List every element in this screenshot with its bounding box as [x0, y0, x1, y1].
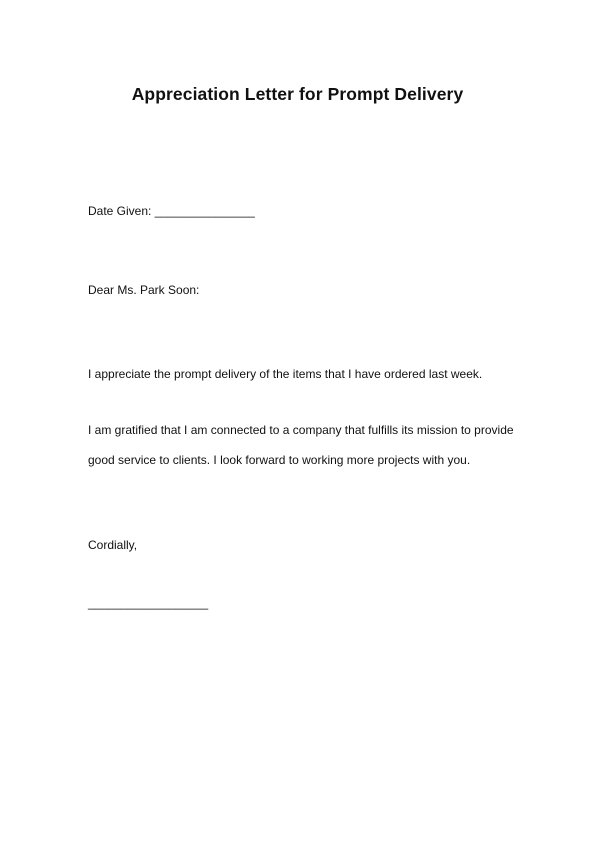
body-paragraph-2-line-2: good service to clients. I look forward to working more projects with you. — [88, 453, 471, 467]
body-paragraph-1: I appreciate the prompt delivery of the items that I have ordered last week. — [88, 367, 483, 381]
salutation: Dear Ms. Park Soon: — [88, 283, 200, 297]
closing: Cordially, — [88, 538, 138, 552]
date-given-line: Date Given: _______________ — [88, 204, 255, 218]
body-paragraph-2-line-1: I am gratified that I am connected to a company that fulfills its mission to provide — [88, 423, 514, 437]
letter-title: Appreciation Letter for Prompt Delivery — [131, 84, 464, 104]
signature-line: __________________ — [88, 596, 209, 610]
